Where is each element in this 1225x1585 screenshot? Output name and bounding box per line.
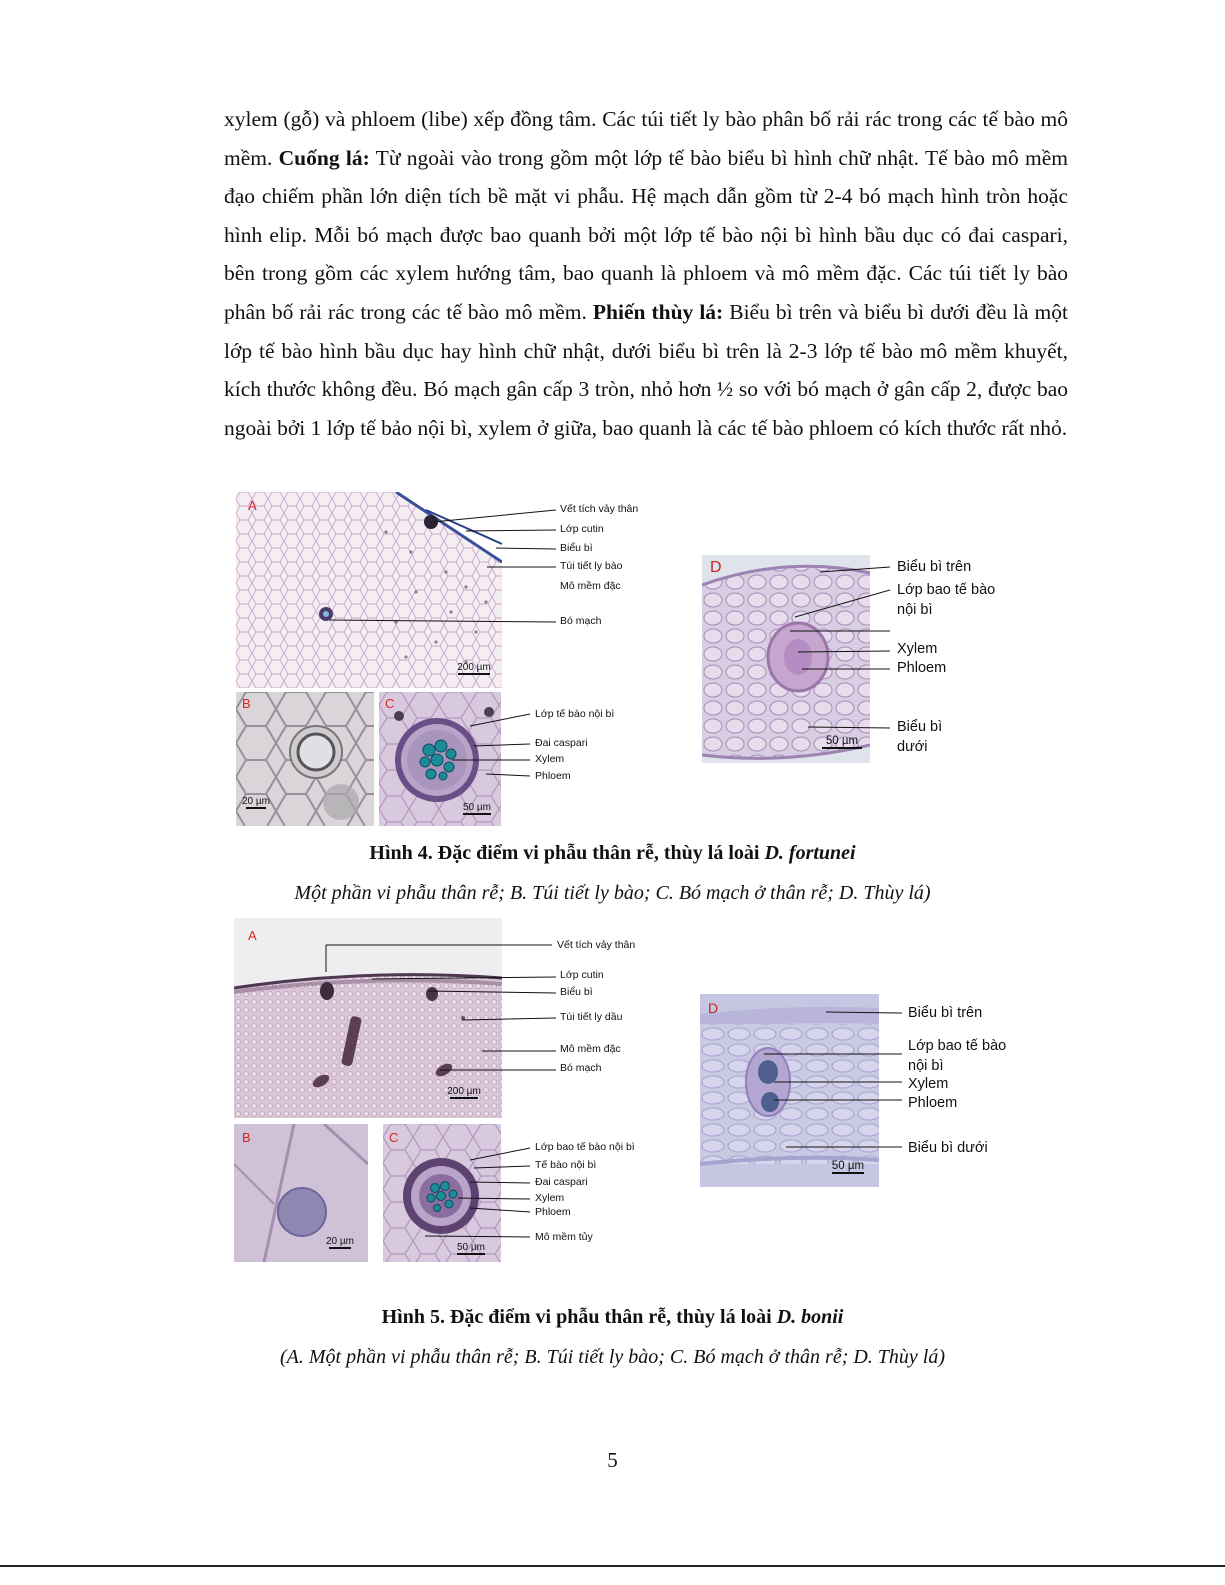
fig4-scale-c: 50 µm <box>463 802 491 813</box>
fig5-panel-a <box>234 918 502 1118</box>
fig5-ann-d-bieu-bi-duoi: Biểu bì dưới <box>908 1140 988 1156</box>
fig5-ann-vet-tich: Vết tích vảy thân <box>557 939 636 951</box>
fig5-ann-lop-cutin: Lớp cutin <box>560 969 604 981</box>
fig5-ann-c-xylem: Xylem <box>535 1192 565 1204</box>
fig4-ann-lop-cutin: Lớp cutin <box>560 523 604 535</box>
fig5-panel-b <box>234 1124 368 1262</box>
fig5-panel-c <box>383 1124 501 1262</box>
fig4-ann-vet-tich: Vết tích vảy thân <box>560 503 639 515</box>
fig5-scale-d: 50 µm <box>831 1160 865 1172</box>
fig4-label-a: A <box>248 498 257 513</box>
fig4-ann-d-duoi: dưới <box>897 739 928 755</box>
fig4-species: D. fortunei <box>764 842 856 864</box>
fig5-subcaption: (A. Một phần vi phẫu thân rễ; B. Túi tiết ly bào; C. Bó mạch ở thân rễ; D. Thùy lá) <box>279 1346 946 1368</box>
fig5-ann-c-mo-mem-tuy: Mô mềm tủy <box>535 1231 593 1243</box>
fig4-panel-c <box>379 692 501 826</box>
fig5-ann-bo-mach: Bó mạch <box>560 1062 602 1074</box>
fig5-scale-a: 200 µm <box>447 1086 481 1097</box>
fig5-scale-c: 50 µm <box>457 1242 485 1253</box>
fig5-scale-b: 20 µm <box>326 1236 354 1247</box>
fig4-label-d: D <box>710 559 722 576</box>
fig4-panel-b <box>236 692 374 826</box>
heading-cuong-la: Cuống lá: <box>278 145 370 170</box>
fig4-micrograph-d <box>702 555 870 763</box>
fig5-panel-d <box>700 994 879 1187</box>
fig5-label-a: A <box>248 928 257 943</box>
fig5-species: D. bonii <box>776 1306 844 1328</box>
fig5-ann-c-te-bao: Tế bào nội bì <box>535 1159 597 1171</box>
fig5-label-b: B <box>242 1130 251 1145</box>
fig4-micrograph-a <box>236 492 502 688</box>
fig4-ann-c-xylem: Xylem <box>535 753 565 765</box>
fig4-ann-d-xylem: Xylem <box>897 641 938 657</box>
fig4-scale-a: 200 µm <box>457 662 491 673</box>
fig5-ann-bieu-bi: Biểu bì <box>560 986 593 998</box>
fig4-panel-d <box>702 555 870 763</box>
fig4-label-b: B <box>242 696 251 711</box>
fig5-ann-d-noi-bi: nội bì <box>908 1058 944 1074</box>
fig4-ann-bo-mach: Bó mạch <box>560 615 602 627</box>
body-paragraph: xylem (gỗ) và phloem (libe) xếp đồng tâm. Các túi tiết ly bào phân bố rải rác trong các tế bào mô mềm. Cuống lá: Từ ngoài vào trong gồm một lớp tế bào biểu bì hình chữ nhật. Tế bào mô mềm đạo chiếm phần lớn diện tích bề mặt vi phẫu. Hệ mạch dẫn gồm từ 2-4 bó mạch hình tròn hoặc hình elip. Mỗi bó mạch được bao quanh bởi một lớp tế bào nội bì hình bầu dục có đai caspari, bên trong gồm các xylem hướng tâm, bao quanh là phloem và mô mềm đặc. Các túi tiết ly bào phân bố rải rác trong các tế bào mô mềm. Phiến thùy lá: Biểu bì trên và biểu bì dưới đều là một lớp tế bào hình bầu dục hay hình chữ nhật, dưới biểu bì trên là 2-3 lớp tế bào mô mềm khuyết, kích thước không đều. Bó mạch gân cấp 3 tròn, nhỏ hơn ½ so với bó mạch ở gân cấp 2, được bao ngoài bởi 1 lớp tế bảo nội bì, xylem ở giữa, bao quanh là các tế bào phloem có kích thước rất nhỏ. <box>224 107 1068 440</box>
fig4-ann-d-noi-bi: nội bì <box>897 602 933 618</box>
fig5-ann-d-xylem: Xylem <box>908 1076 949 1092</box>
fig5-ann-tui-tiet: Túi tiết ly dầu <box>560 1011 623 1023</box>
heading-phien-thuy-la: Phiến thùy lá: <box>592 299 724 324</box>
fig4-ann-mo-mem: Mô mềm đặc <box>560 580 621 592</box>
fig5-ann-d-bieu-bi-tren: Biểu bì trên <box>908 1005 983 1021</box>
fig5-ann-c-dai: Đai caspari <box>535 1176 588 1188</box>
fig5-ann-d-phloem: Phloem <box>908 1095 958 1111</box>
fig5-label-d: D <box>708 1000 719 1016</box>
fig5-micrograph-d <box>700 994 879 1187</box>
fig4-ann-c-phloem: Phloem <box>535 770 571 782</box>
fig4-caption: Hình 4. Đặc điểm vi phẫu thân rễ, thùy lá loài D. fortunei <box>369 842 856 864</box>
fig4-ann-tui-tiet: Túi tiết ly bào <box>560 560 623 572</box>
fig5-label-c: C <box>389 1130 399 1145</box>
fig5-ann-c-phloem: Phloem <box>535 1206 571 1218</box>
fig4-ann-d-bieu-bi-tren: Biểu bì trên <box>897 559 972 575</box>
fig4-ann-c-noi-bi: Lớp tế bào nội bì <box>535 708 615 720</box>
fig4-ann-d-phloem: Phloem <box>897 660 947 676</box>
fig4-ann-c-dai: Đai caspari <box>535 737 588 749</box>
page-number: 5 <box>607 1448 618 1472</box>
fig4-ann-d-lop-bao: Lớp bao tế bào <box>897 582 996 598</box>
fig5-ann-c-lop-bao: Lớp bao tế bào nội bì <box>535 1141 635 1153</box>
fig4-ann-bieu-bi: Biểu bì <box>560 542 593 554</box>
fig4-scale-d: 50 µm <box>820 735 864 750</box>
fig4-ann-d-bieu-bi: Biểu bì <box>897 719 943 735</box>
page-bottom-rule <box>0 1565 1225 1567</box>
fig4-scale-b: 20 µm <box>242 796 270 807</box>
fig5-ann-d-lop-bao: Lớp bao tế bào <box>908 1038 1007 1054</box>
fig4-label-c: C <box>385 696 395 711</box>
fig4-subcaption: Một phần vi phẫu thân rễ; B. Túi tiết ly bào; C. Bó mạch ở thân rễ; D. Thùy lá) <box>294 882 931 904</box>
fig5-ann-mo-mem: Mô mềm đặc <box>560 1043 621 1055</box>
fig4-panel-a <box>236 492 502 688</box>
fig5-caption: Hình 5. Đặc điểm vi phẫu thân rễ, thùy lá loài D. bonii <box>381 1306 844 1328</box>
